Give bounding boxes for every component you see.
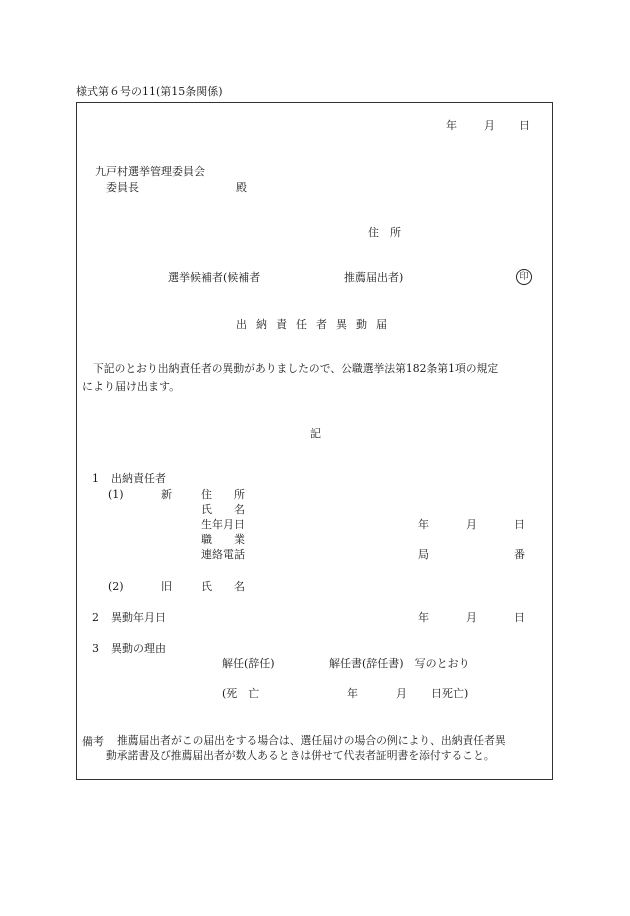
dob-year: 年 bbox=[418, 518, 429, 531]
new-number: (1) bbox=[108, 488, 124, 501]
note-line-1: 推薦届出者がこの届出をする場合は、選任届けの場合の例により、出納責任者異 bbox=[117, 734, 506, 747]
new-job-label: 職 業 bbox=[201, 533, 245, 546]
reason-document: 解任書(辞任書) 写のとおり bbox=[329, 657, 470, 670]
body-line-2: により届け出ます。 bbox=[82, 380, 181, 393]
reason-dismissal: 解任(辞任) bbox=[222, 657, 275, 670]
addressee-honorific: 殿 bbox=[236, 181, 247, 194]
section-2-title: 異動年月日 bbox=[111, 611, 166, 624]
phone-number: 番 bbox=[514, 548, 525, 561]
death-year: 年 bbox=[347, 687, 358, 700]
section-1-number: 1 bbox=[92, 472, 99, 485]
death-month: 月 bbox=[396, 687, 407, 700]
reason-death-open: (死 亡 bbox=[222, 687, 260, 700]
change-day: 日 bbox=[514, 611, 525, 624]
new-phone-label: 連絡電話 bbox=[201, 548, 245, 561]
new-label: 新 bbox=[161, 488, 172, 501]
section-3-number: 3 bbox=[92, 642, 99, 655]
body-line-1: 下記のとおり出納責任者の異動がありましたので、公職選挙法第182条第1項の規定 bbox=[93, 362, 499, 375]
section-1-title: 出納責任者 bbox=[111, 472, 166, 485]
old-name-label: 氏 名 bbox=[201, 580, 245, 593]
new-name-label: 氏 名 bbox=[201, 503, 245, 516]
reason-death-close: 日死亡) bbox=[431, 687, 469, 700]
new-dob-label: 生年月日 bbox=[201, 518, 245, 531]
form-frame bbox=[76, 102, 553, 780]
seal-mark: 印 bbox=[516, 269, 532, 285]
dob-month: 月 bbox=[466, 518, 477, 531]
addressee-title: 委員長 bbox=[106, 181, 139, 194]
new-address-label: 住 所 bbox=[201, 488, 245, 501]
date-month: 月 bbox=[484, 119, 495, 132]
section-3-title: 異動の理由 bbox=[111, 642, 166, 655]
old-label: 旧 bbox=[161, 580, 172, 593]
phone-area: 局 bbox=[418, 548, 429, 561]
note-line-2: 動承諾書及び推薦届出者が数人あるときは併せて代表者証明書を添付すること。 bbox=[106, 749, 495, 762]
submitter-recommender: 推薦届出者) bbox=[344, 271, 404, 284]
document-title: 出納責任者異動届 bbox=[236, 318, 396, 331]
address-label: 住 所 bbox=[368, 226, 401, 239]
form-number: 様式第６号の11(第15条関係) bbox=[76, 85, 223, 98]
note-label: 備考 bbox=[82, 735, 104, 748]
change-month: 月 bbox=[466, 611, 477, 624]
old-number: (2) bbox=[108, 580, 124, 593]
date-day: 日 bbox=[519, 119, 530, 132]
date-year: 年 bbox=[446, 119, 457, 132]
change-year: 年 bbox=[418, 611, 429, 624]
ki-mark: 記 bbox=[310, 427, 321, 440]
section-2-number: 2 bbox=[92, 611, 99, 624]
dob-day: 日 bbox=[514, 518, 525, 531]
submitter-candidate: 選挙候補者(候補者 bbox=[168, 271, 261, 284]
addressee-org: 九戸村選挙管理委員会 bbox=[95, 165, 205, 178]
